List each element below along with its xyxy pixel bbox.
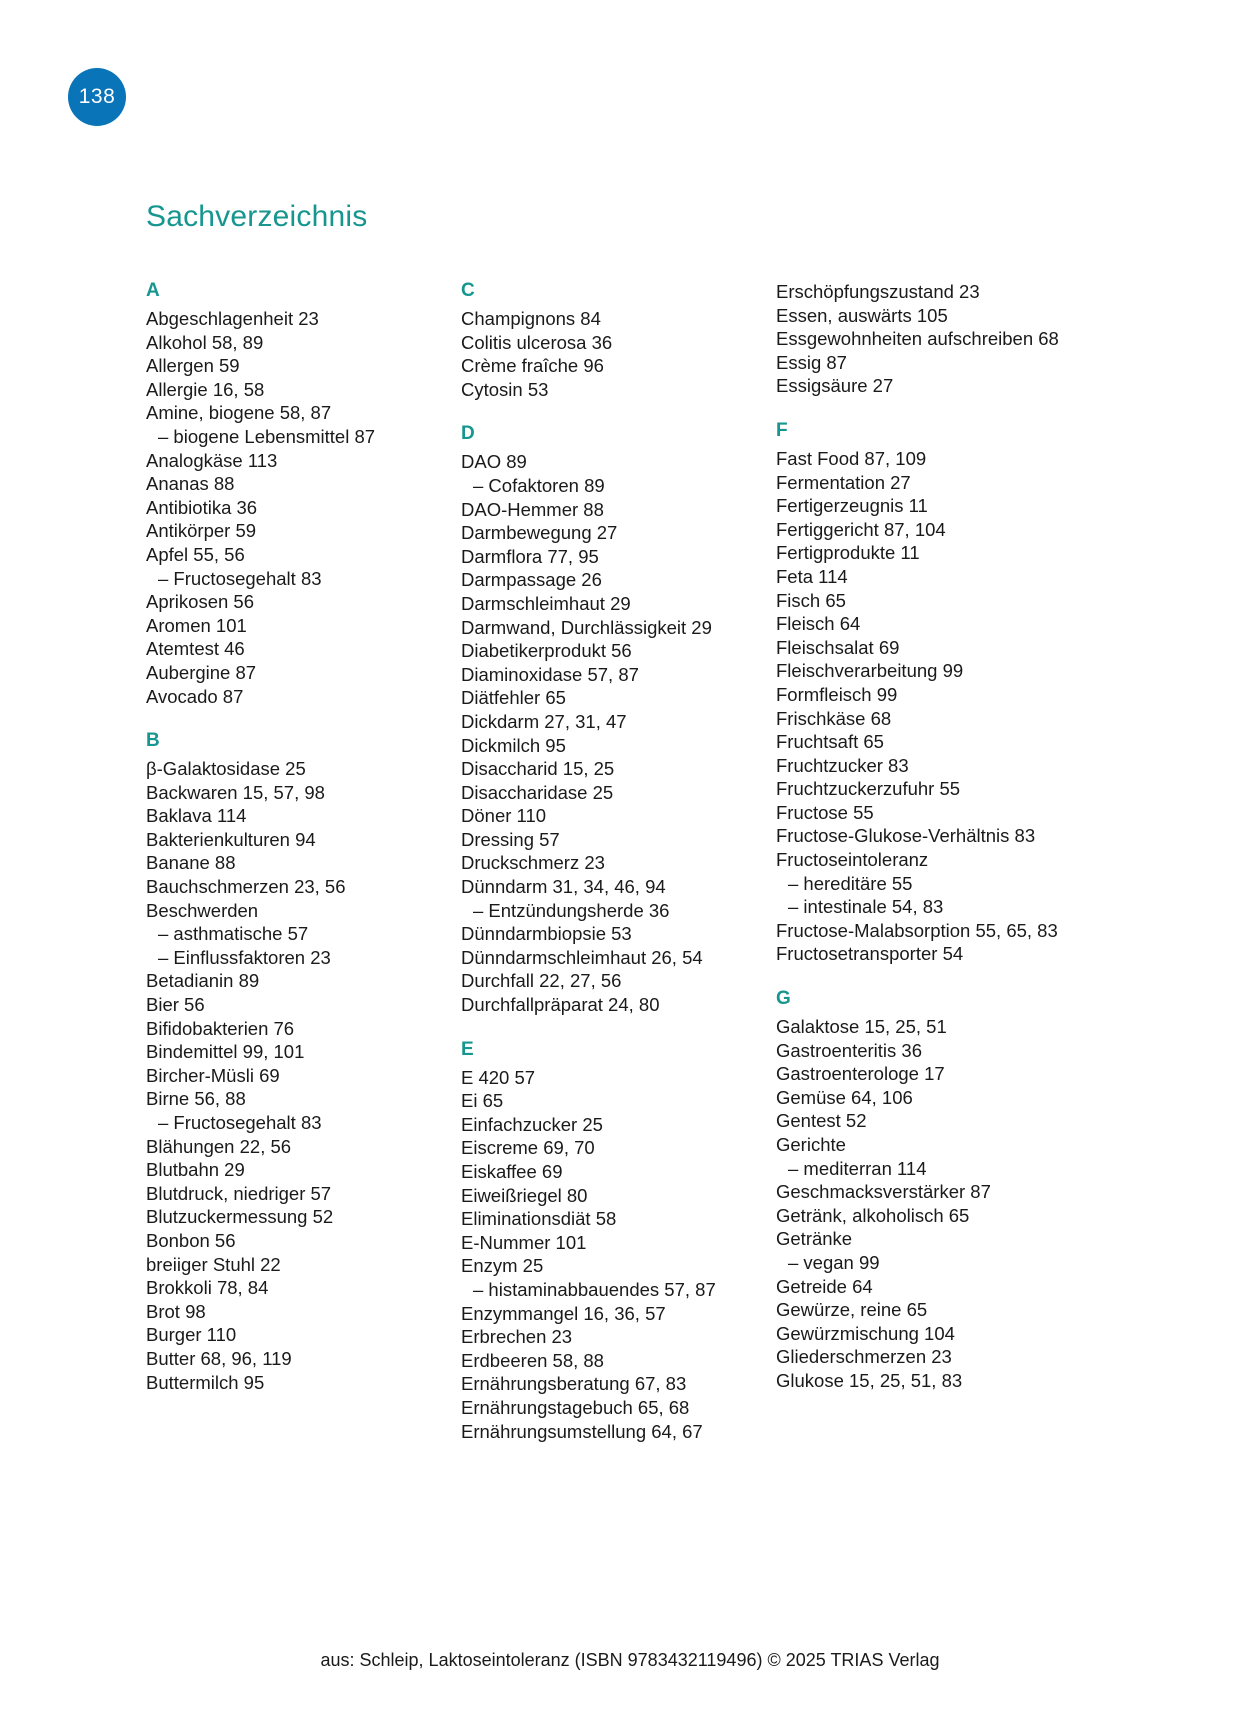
index-entry: Fisch 65 [776, 589, 846, 611]
index-entry: Aprikosen 56 [146, 591, 254, 613]
index-subentry: – mediterran 114 [788, 1157, 927, 1179]
index-entry: Fleischverarbeitung 99 [776, 660, 964, 682]
index-entry: Fermentation 27 [776, 471, 911, 493]
index-letter-heading: G [776, 988, 792, 1010]
index-entry: Essen, auswärts 105 [776, 304, 948, 326]
index-entry: Antikörper 59 [146, 520, 257, 542]
index-entry: Blähungen 22, 56 [146, 1135, 292, 1157]
index-entry: Buttermilch 95 [146, 1371, 265, 1393]
index-entry: Butter 68, 96, 119 [146, 1347, 292, 1369]
index-entry: Bonbon 56 [146, 1229, 236, 1251]
index-entry: Fructose-Malabsorption 55, 65, 83 [776, 919, 1058, 941]
index-entry: Fruchtzuckerzufuhr 55 [776, 778, 961, 800]
index-entry: Getränke [776, 1228, 853, 1250]
index-entry: Blutbahn 29 [146, 1159, 245, 1181]
index-entry: Disaccharidase 25 [461, 781, 614, 803]
index-entry: Getränk, alkoholisch 65 [776, 1204, 970, 1226]
index-entry: Dünndarm 31, 34, 46, 94 [461, 876, 666, 898]
index-entry: Champignons 84 [461, 308, 601, 329]
index-entry: Fertigprodukte 11 [776, 542, 920, 564]
index-entry: Bifidobakterien 76 [146, 1017, 295, 1039]
page-number-badge: 138 [68, 68, 126, 126]
index-subentry: – biogene Lebensmittel 87 [158, 425, 376, 447]
index-entry: Fertigerzeugnis 11 [776, 495, 928, 517]
index-entry: Eiweißriegel 80 [461, 1184, 588, 1206]
index-subentry: – Fructosegehalt 83 [158, 567, 322, 589]
index-entry: Eliminationsdiät 58 [461, 1208, 617, 1230]
index-entry: Analogkäse 113 [146, 449, 278, 471]
index-entry: Essigsäure 27 [776, 375, 894, 397]
index-entry: Diabetikerprodukt 56 [461, 640, 632, 662]
index-entry: Blutzuckermessung 52 [146, 1206, 334, 1228]
index-entry: Apfel 55, 56 [146, 543, 245, 565]
index-entry: Avocado 87 [146, 685, 244, 707]
index-entry: Döner 110 [461, 805, 547, 827]
index-letter-group [461, 280, 758, 401]
index-entry: Darmflora 77, 95 [461, 545, 599, 567]
index-subentry: – Entzündungsherde 36 [473, 899, 670, 921]
index-entry: E 420 57 [461, 1066, 536, 1088]
index-entry: Bakterienkulturen 94 [146, 828, 316, 850]
index-entry: Fruchtsaft 65 [776, 731, 884, 753]
index-entry: Abgeschlagenheit 23 [146, 308, 319, 329]
index-letter-group [776, 988, 1073, 1393]
index-entry: Darmwand, Durchlässigkeit 29 [461, 616, 712, 638]
index-letter-group [146, 280, 443, 708]
index-entry: Enzymmangel 16, 36, 57 [461, 1302, 666, 1324]
index-content [146, 200, 1126, 1443]
index-entry: Dickdarm 27, 31, 47 [461, 710, 627, 732]
index-letter-group [776, 280, 1073, 398]
index-entry: Durchfallpräparat 24, 80 [461, 994, 660, 1016]
index-entry: Gastroenteritis 36 [776, 1039, 923, 1061]
index-entry: Birne 56, 88 [146, 1088, 246, 1110]
index-entry: Fructosetransporter 54 [776, 943, 964, 965]
index-entry: Dünndarmschleimhaut 26, 54 [461, 946, 703, 968]
index-entry: Banane 88 [146, 852, 236, 874]
index-entry: Cytosin 53 [461, 378, 549, 400]
index-entry: Fleisch 64 [776, 613, 861, 635]
index-entry: Bindemittel 99, 101 [146, 1041, 305, 1063]
index-entry: Fruchtzucker 83 [776, 754, 909, 776]
index-entry: Allergie 16, 58 [146, 378, 265, 400]
index-entry: DAO-Hemmer 88 [461, 498, 604, 520]
index-entry: Allergen 59 [146, 355, 240, 377]
index-letter-heading: A [146, 280, 161, 301]
index-entry: Gewürze, reine 65 [776, 1299, 928, 1321]
index-entry: Brokkoli 78, 84 [146, 1277, 269, 1299]
index-entry: Ernährungstagebuch 65, 68 [461, 1396, 690, 1418]
index-entry: Blutdruck, niedriger 57 [146, 1182, 332, 1204]
index-entry: Ernährungsumstellung 64, 67 [461, 1420, 703, 1442]
index-entry: Einfachzucker 25 [461, 1113, 603, 1135]
index-column [776, 280, 1091, 1443]
index-letter-heading: D [461, 423, 476, 445]
index-entry: Getreide 64 [776, 1275, 873, 1297]
index-subentry: – intestinale 54, 83 [788, 896, 944, 918]
index-entry: Durchfall 22, 27, 56 [461, 970, 622, 992]
index-column [461, 280, 776, 1443]
index-entry: Darmbewegung 27 [461, 522, 618, 544]
index-letter-group [146, 730, 443, 1394]
index-entry: Gemüse 64, 106 [776, 1086, 913, 1108]
index-entry: Gewürzmischung 104 [776, 1322, 955, 1344]
index-entry: Frischkäse 68 [776, 707, 892, 729]
index-entry: Diätfehler 65 [461, 687, 566, 709]
index-entry: Backwaren 15, 57, 98 [146, 781, 325, 803]
index-entry: Diaminoxidase 57, 87 [461, 663, 639, 685]
index-entry: Essgewohnheiten aufschreiben 68 [776, 328, 1059, 350]
index-letter-heading: F [776, 419, 788, 441]
index-subentry: – vegan 99 [788, 1251, 880, 1273]
index-entry: Fleischsalat 69 [776, 636, 900, 658]
index-subentry: – histaminabbauendes 57, 87 [473, 1278, 716, 1300]
index-entry: β-Galaktosidase 25 [146, 758, 306, 780]
index-entry: Amine, biogene 58, 87 [146, 402, 332, 424]
index-entry: Dressing 57 [461, 828, 560, 850]
index-entry: Alkohol 58, 89 [146, 331, 264, 353]
index-subentry: – Einflussfaktoren 23 [158, 946, 331, 968]
index-entry: Colitis ulcerosa 36 [461, 331, 613, 353]
index-entry: Antibiotika 36 [146, 496, 258, 518]
index-subentry: – Fructosegehalt 83 [158, 1112, 322, 1133]
index-letter-heading: E [461, 1038, 474, 1060]
index-entry: Aubergine 87 [146, 661, 257, 683]
index-entry: Enzym 25 [461, 1255, 544, 1277]
index-entry: Galaktose 15, 25, 51 [776, 1016, 947, 1038]
index-entry: Geschmacksverstärker 87 [776, 1181, 991, 1203]
index-entry: Gentest 52 [776, 1110, 867, 1132]
index-entry: Disaccharid 15, 25 [461, 758, 615, 780]
index-entry: Gerichte [776, 1134, 846, 1155]
index-entry: Bier 56 [146, 994, 205, 1016]
index-columns [146, 280, 1126, 1443]
index-entry: Ei 65 [461, 1090, 504, 1112]
index-subentry: – Cofaktoren 89 [473, 474, 605, 496]
index-entry: Bircher-Müsli 69 [146, 1064, 280, 1086]
index-entry: Formfleisch 99 [776, 683, 898, 705]
index-entry: Erbrechen 23 [461, 1326, 573, 1348]
index-entry: Fructose 55 [776, 801, 874, 823]
index-entry: Burger 110 [146, 1324, 237, 1346]
index-entry: Ananas 88 [146, 473, 235, 495]
index-entry: Glukose 15, 25, 51, 83 [776, 1369, 963, 1391]
index-entry: Aromen 101 [146, 614, 247, 636]
index-entry: Crème fraîche 96 [461, 355, 604, 377]
index-entry: Brot 98 [146, 1300, 206, 1322]
index-entry: Fructoseintoleranz [776, 849, 929, 871]
index-entry: breiiger Stuhl 22 [146, 1253, 281, 1275]
index-entry: Betadianin 89 [146, 970, 260, 992]
index-entry: Fertiggericht 87, 104 [776, 518, 946, 540]
index-entry: Dünndarmbiopsie 53 [461, 923, 632, 945]
index-entry: DAO 89 [461, 451, 527, 473]
index-entry: Atemtest 46 [146, 638, 245, 660]
index-entry: Baklava 114 [146, 805, 247, 827]
index-entry: Feta 114 [776, 565, 848, 587]
index-letter-group [776, 420, 1073, 966]
index-letter-heading: C [461, 280, 476, 301]
index-entry: Ernährungsberatung 67, 83 [461, 1373, 687, 1395]
index-entry: Erdbeeren 58, 88 [461, 1349, 604, 1371]
index-letter-group [461, 423, 758, 1016]
index-entry: Gliederschmerzen 23 [776, 1346, 952, 1368]
index-entry: Essig 87 [776, 351, 847, 373]
index-entry: Gastroenterologe 17 [776, 1063, 945, 1085]
page-title: Sachverzeichnis [146, 200, 368, 233]
index-letter-heading: B [146, 730, 161, 752]
index-entry: Fast Food 87, 109 [776, 447, 927, 469]
index-entry: Bauchschmerzen 23, 56 [146, 876, 346, 898]
index-letter-group [461, 1039, 758, 1444]
index-column [146, 280, 461, 1443]
index-entry: Dickmilch 95 [461, 734, 566, 756]
index-entry: Druckschmerz 23 [461, 852, 605, 874]
index-entry: Darmpassage 26 [461, 569, 602, 591]
page-footer: aus: Schleip, Laktoseintoleranz (ISBN 9783432119496) © 2025 TRIAS Verlag [320, 1650, 940, 1670]
index-subentry: – asthmatische 57 [158, 923, 309, 945]
index-entry: Beschwerden [146, 899, 259, 921]
index-subentry: – hereditäre 55 [788, 872, 913, 894]
index-entry: Darmschleimhaut 29 [461, 592, 631, 614]
index-entry: E-Nummer 101 [461, 1231, 587, 1253]
index-entry: Eiskaffee 69 [461, 1161, 563, 1182]
index-entry: Erschöpfungszustand 23 [776, 281, 980, 302]
index-entry: Fructose-Glukose-Verhältnis 83 [776, 825, 1036, 847]
index-entry: Eiscreme 69, 70 [461, 1137, 595, 1159]
